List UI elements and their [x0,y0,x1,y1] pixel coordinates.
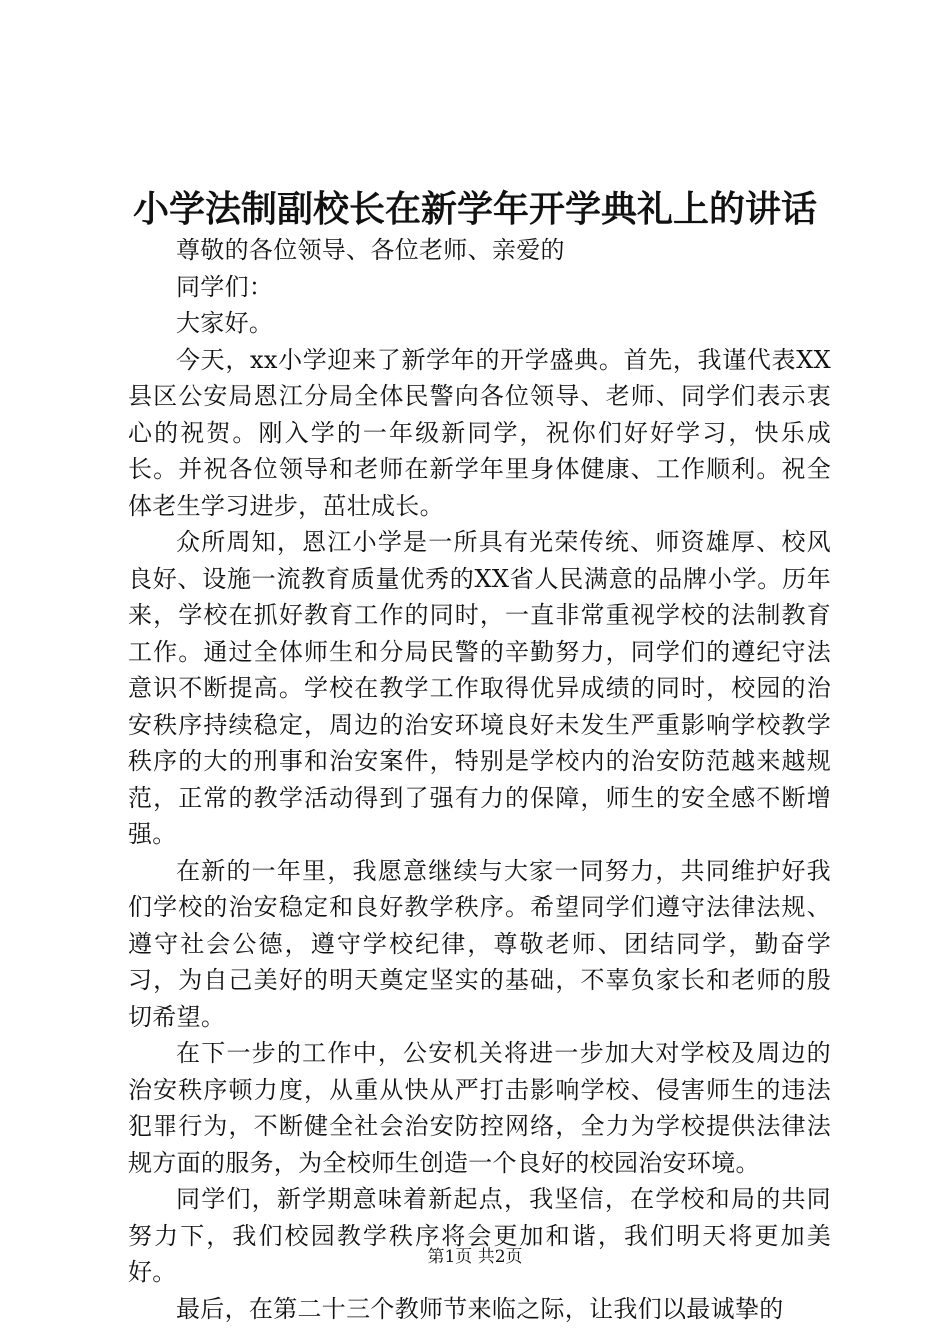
body-paragraph: 在下一步的工作中，公安机关将进一步加大对学校及周边的治安秩序顿力度，从重从快从严打击影响学校、侵害师生的违法犯罪行为，不断健全社会治安防控网络，全力为学校提供法律法规方面的服务，为全校师生创造一个良好的校园治安环境。 [128,1039,831,1177]
salutation-line-2: 同学们： [176,272,274,301]
body-paragraph: 在新的一年里，我愿意继续与大家一同努力，共同维护好我们学校的治安稳定和良好教学秩序。希望同学们遵守法律法规、遵守社会公德，遵守学校纪律，尊敬老师、团结同学，勤奋学习，为自己美好的明天奠定坚实的基础，不辜负家长和老师的殷切希望。 [128,856,831,1031]
body-paragraph: 最后，在第二十三个教师节来临之际，让我们以最诚挚的 [176,1294,784,1323]
body-paragraph: 今天，xx小学迎来了新学年的开学盛典。首先，我谨代表XX县区公安局恩江分局全体民警向各位领导、老师、同学们表示衷心的祝贺。刚入学的一年级新同学，祝你们好好学习，快乐成长。并祝各位领导和老师在新学年里身体健康、工作顺利。祝全体老生学习进步，茁壮成长。 [128,345,831,520]
page-footer: 第1页 共2页 [427,1247,523,1267]
body-paragraph: 同学们，新学期意味着新起点，我坚信，在学校和局的共同努力下，我们校园教学秩序将会更加和谐，我们明天将更加美好。 [128,1185,831,1286]
body-paragraph: 众所周知，恩江小学是一所具有光荣传统、师资雄厚、校风良好、设施一流教育质量优秀的XX省人民满意的品牌小学。历年来，学校在抓好教育工作的同时，一直非常重视学校的法制教育工作。通过全体师生和分局民警的辛勤努力，同学们的遵纪守法意识不断提高。学校在教学工作取得优异成绩的同时，校园的治安秩序持续稳定，周边的治安环境良好未发生严重影响学校教学秩序的大的刑事和治安案件，特别是学校内的治安防范越来越规范，正常的教学活动得到了强有力的保障，师生的安全感不断增强。 [128,528,831,848]
salutation-line-1: 尊敬的各位领导、各位老师、亲爱的 [176,236,565,264]
document-title: 小学法制副校长在新学年开学典礼上的讲话 [132,188,817,230]
document-body [128,232,831,1327]
greeting-paragraph: 大家好。 [176,309,274,337]
